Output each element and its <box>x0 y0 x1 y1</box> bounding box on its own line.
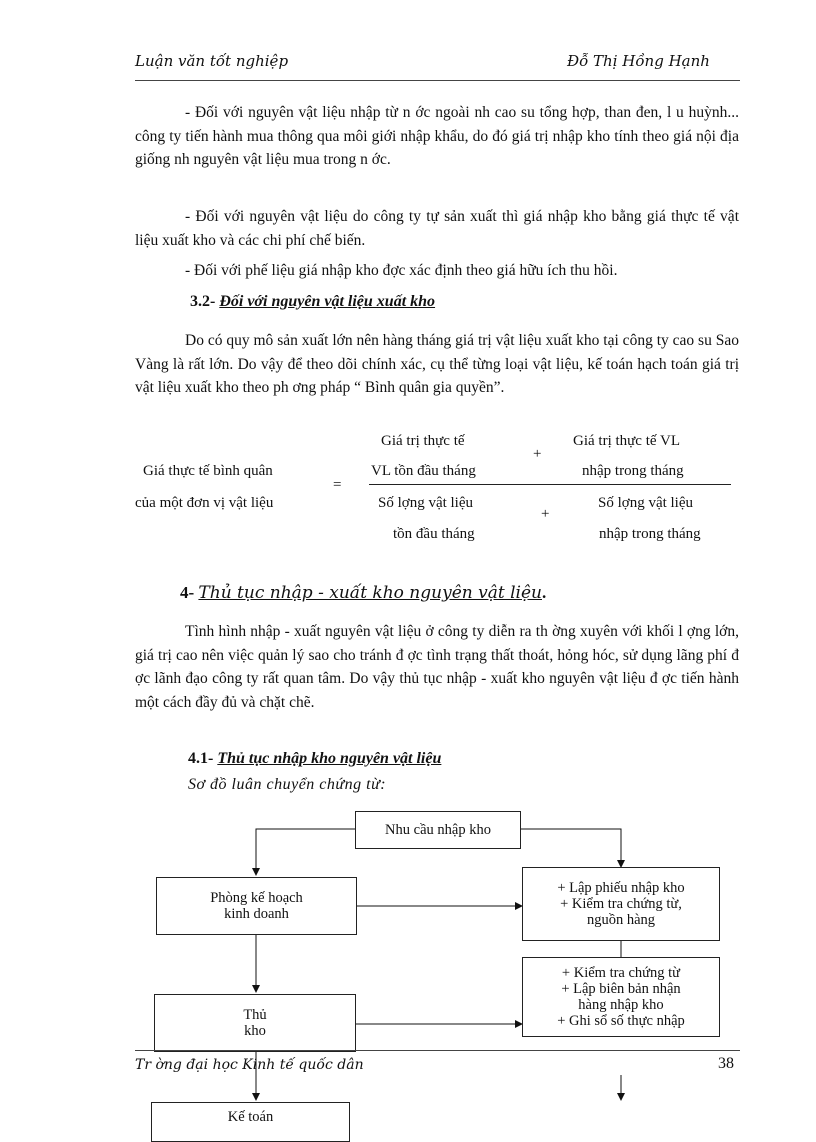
page-number: 38 <box>718 1055 734 1072</box>
paragraph-imported-materials: - Đối với nguyên vật liệu nhập từ n ớc ngoài nh cao su tổng hợp, than đen, l u huỳnh... công ty tiến hành mua thông qua môi giới nhập khẩu, do đó giá trị nhập kho tính theo giá nội địa giống nh nguyên vật liệu mua trong n ớc. <box>135 104 739 168</box>
box-accounting: Kế toán <box>151 1102 350 1142</box>
header-right: Đỗ Thị Hồng Hạnh <box>567 52 710 70</box>
heading-4: 4- Thủ tục nhập - xuất kho nguyên vật liệu. <box>180 583 547 603</box>
formula-left-line2: của một đơn vị vật liệu <box>135 495 274 511</box>
box-import-need: Nhu cầu nhập kho <box>355 811 521 849</box>
footer-left: Tr ờng đại học Kinh tế quốc dân <box>135 1057 364 1073</box>
formula-den2-line1: Số lợng vật liệu <box>598 495 694 511</box>
heading-3-2: 3.2- Đối với nguyên vật liệu xuất kho <box>190 293 436 310</box>
box-receipt-preparation: + Lập phiếu nhập kho + Kiểm tra chứng từ, nguồn hàng <box>522 867 720 941</box>
formula-den1-line1: Số lợng vật liệu <box>378 495 474 511</box>
formula-num2-line1: Giá trị thực tế VL <box>573 433 680 449</box>
box-document-check: + Kiểm tra chứng từ + Lập biên bản nhận hàng nhập kho + Ghi sổ số thực nhập <box>522 957 720 1037</box>
heading-4-1: 4.1- Thủ tục nhập kho nguyên vật liệu <box>188 750 442 767</box>
paragraph-procedure-intro: Tình hình nhập - xuất nguyên vật liệu ở công ty diễn ra th ờng xuyên với khối l ợng lớn, giá trị cao nên việc quản lý sao cho tránh đ ợc tình trạng thất thoát, hỏng hóc, sử dụng lãng phí đ ợc lãnh đạo công ty rất quan tâm. Do vậy thủ tục nhập - xuất kho nguyên vật liệu đ ợc tiến hành một cách đầy đủ và chặt chẽ. <box>135 623 739 711</box>
header-left: Luận văn tốt nghiệp <box>135 52 289 70</box>
footer-rule <box>135 1050 740 1051</box>
formula-den1-line2: tồn đầu tháng <box>393 526 475 542</box>
formula-num1-line2: VL tồn đầu tháng <box>371 463 476 479</box>
formula-den2-line2: nhập trong tháng <box>599 526 701 542</box>
formula-plus-bottom: + <box>541 506 550 522</box>
formula-left-line1: Giá thực tế bình quân <box>143 463 273 479</box>
paragraph-export-valuation: Do có quy mô sản xuất lớn nên hàng tháng giá trị vật liệu xuất kho tại công ty cao su Sao Vàng là rất lớn. Do vậy để theo dõi chính xác, cụ thể từng loại vật liệu, kế toán hạch toán giá trị vật liệu xuất kho theo ph ơng pháp “ Bình quân gia quyền”. <box>135 332 739 396</box>
paragraph-scrap: - Đối với phế liệu giá nhập kho đợc xác định theo giá hữu ích thu hồi. <box>185 262 618 279</box>
formula-num2-line2: nhập trong tháng <box>582 463 684 479</box>
formula-num1-line1: Giá trị thực tế <box>381 433 465 449</box>
formula-equals: = <box>333 477 342 493</box>
box-storekeeper: Thủ kho <box>154 994 356 1052</box>
diagram-caption: Sơ đồ luân chuyển chứng từ: <box>188 776 387 793</box>
box-planning-department: Phòng kế hoạch kinh doanh <box>156 877 357 935</box>
formula-plus-top: + <box>533 446 542 462</box>
paragraph-self-produced-materials: - Đối với nguyên vật liệu do công ty tự sản xuất thì giá nhập kho bằng giá thực tế vật liệu xuất kho và các chi phí chế biến. <box>135 208 739 249</box>
